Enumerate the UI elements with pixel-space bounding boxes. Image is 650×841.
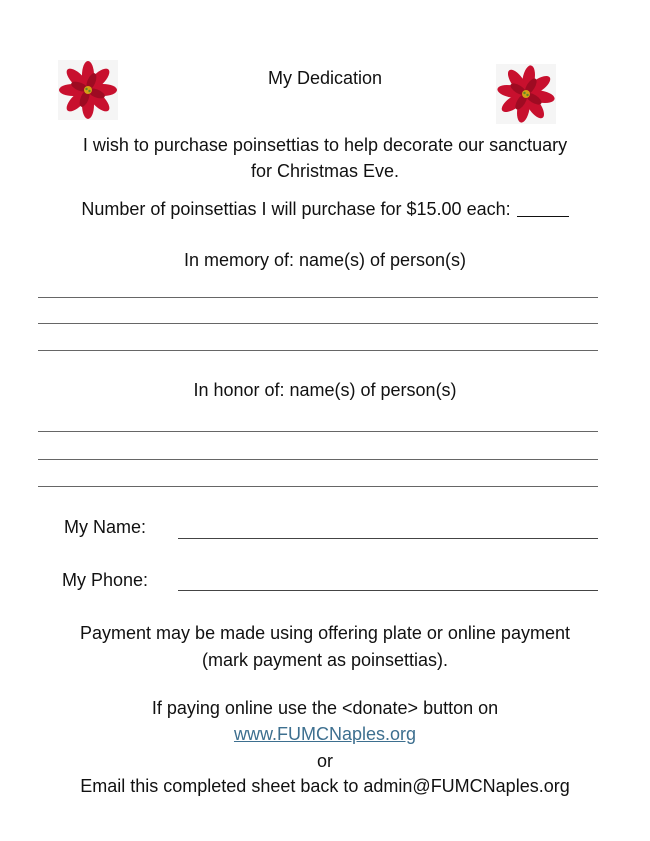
memory-label: In memory of: name(s) of person(s) xyxy=(183,250,467,270)
phone-field[interactable] xyxy=(178,590,598,591)
payment-line-2: (mark payment as poinsettias). xyxy=(201,650,449,670)
website-link[interactable]: www.FUMCNaples.org xyxy=(233,724,417,744)
intro-line-1: I wish to purchase poinsettias to help decorate our sanctuary xyxy=(82,135,568,155)
memory-line-3[interactable] xyxy=(38,350,598,351)
honor-line-3[interactable] xyxy=(38,486,598,487)
email-instructions: Email this completed sheet back to admin@FUMCNaples.org xyxy=(80,776,570,796)
quantity-blank[interactable] xyxy=(517,198,569,217)
honor-line-2[interactable] xyxy=(38,459,598,460)
payment-line-1: Payment may be made using offering plate or online payment xyxy=(80,623,570,643)
website-link-row xyxy=(0,724,650,745)
memory-line-1[interactable] xyxy=(38,297,598,298)
payment-paragraph xyxy=(0,620,650,674)
name-label: My Name: xyxy=(64,517,147,537)
intro-line-2: for Christmas Eve. xyxy=(250,161,400,181)
online-instructions: If paying online use the <donate> button on xyxy=(151,698,499,718)
name-field[interactable] xyxy=(178,538,598,539)
quantity-row xyxy=(0,198,650,220)
memory-line-2[interactable] xyxy=(38,323,598,324)
or-text: or xyxy=(316,751,333,771)
phone-label: My Phone: xyxy=(62,570,149,590)
honor-line-1[interactable] xyxy=(38,431,598,432)
quantity-label: Number of poinsettias I will purchase for $15.00 each: xyxy=(81,199,511,219)
honor-label: In honor of: name(s) of person(s) xyxy=(193,380,457,400)
page-title: My Dedication xyxy=(267,68,383,88)
intro-paragraph xyxy=(0,132,650,184)
